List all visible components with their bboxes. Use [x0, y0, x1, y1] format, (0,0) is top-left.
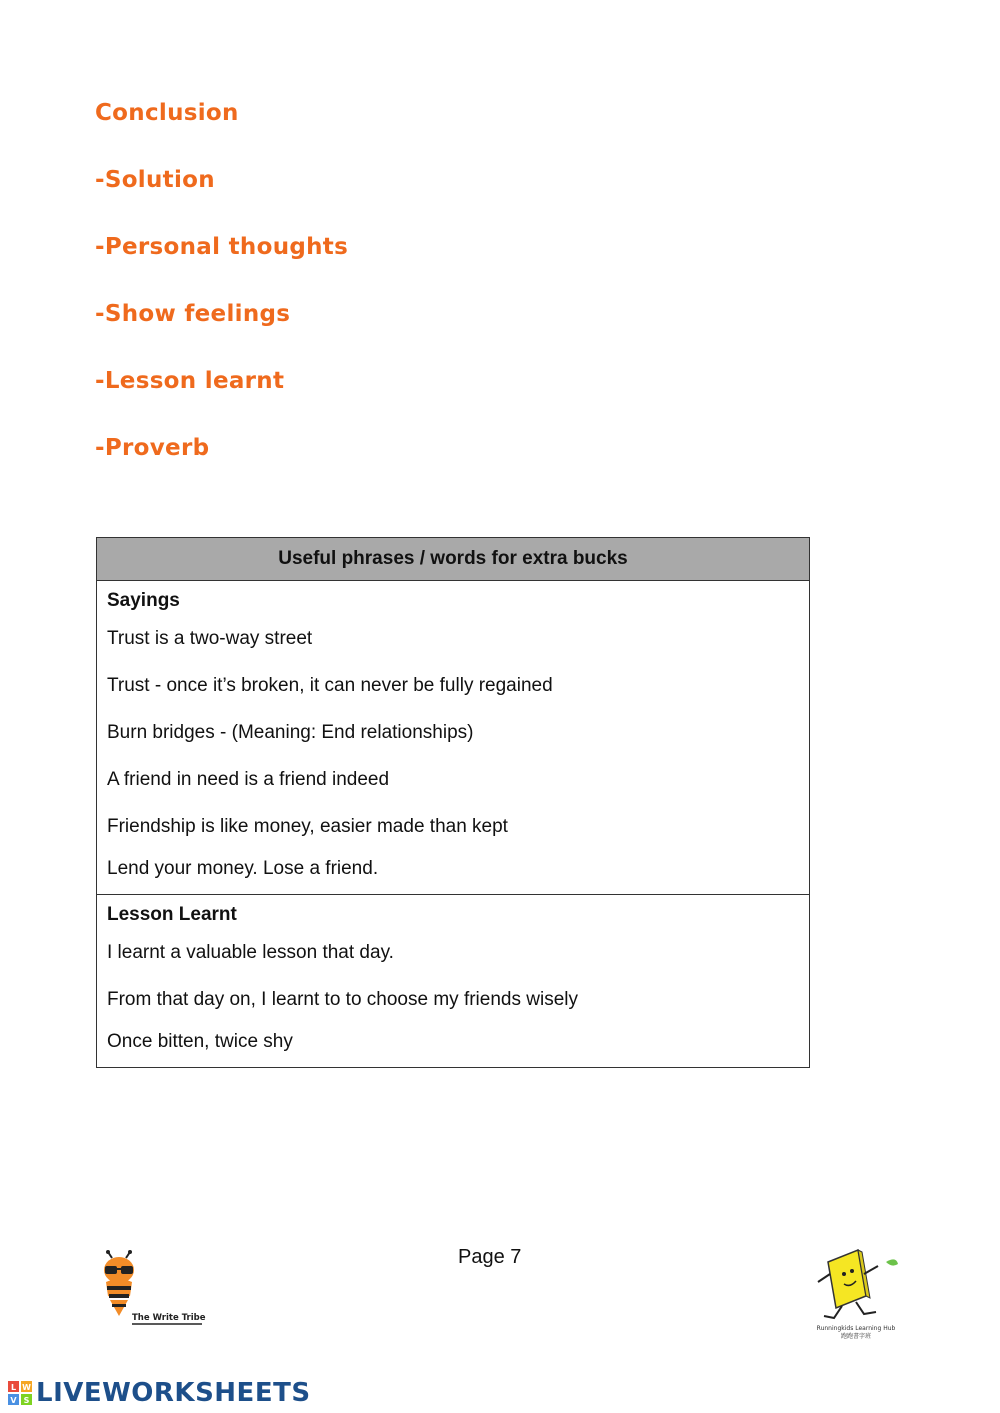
phrase-item: Friendship is like money, easier made than kept — [107, 816, 508, 837]
svg-text:L: L — [10, 1383, 17, 1392]
phrase-item: Burn bridges - (Meaning: End relationships) — [107, 722, 474, 743]
section-title-lesson-learnt: Lesson Learnt — [107, 904, 237, 925]
phrase-item: I learnt a valuable lesson that day. — [107, 942, 394, 963]
page-number: Page 7 — [458, 1246, 522, 1268]
section-title-sayings: Sayings — [107, 590, 180, 611]
liveworksheets-brand — [8, 1378, 311, 1408]
lesson-learnt-section — [97, 894, 809, 1067]
svg-text:V: V — [10, 1396, 17, 1405]
svg-text:S: S — [23, 1396, 30, 1405]
sayings-section — [97, 581, 809, 894]
conclusion-outline — [95, 95, 348, 497]
bee-icon — [104, 1250, 134, 1316]
outline-item-lesson-learnt: -Lesson learnt — [95, 368, 285, 394]
table-header: Useful phrases / words for extra bucks — [97, 538, 809, 581]
phrase-item: Trust is a two-way street — [107, 628, 313, 649]
write-tribe-label: The Write Tribe — [132, 1313, 206, 1323]
phrase-item: Once bitten, twice shy — [107, 1031, 293, 1052]
phrase-item: Trust - once it’s broken, it can never be fully regained — [107, 675, 553, 696]
runningkids-logo — [806, 1244, 906, 1344]
running-book-icon — [818, 1250, 898, 1318]
liveworksheets-wordmark[interactable]: LIVEWORKSHEETS — [36, 1378, 311, 1408]
outline-item-proverb: -Proverb — [95, 435, 210, 461]
outline-heading: Conclusion — [95, 100, 239, 126]
svg-text:W: W — [22, 1383, 31, 1392]
outline-item-solution: -Solution — [95, 167, 215, 193]
runningkids-sublabel: 跑跑書字班 — [840, 1333, 872, 1340]
outline-item-show-feelings: -Show feelings — [95, 301, 291, 327]
phrase-item: A friend in need is a friend indeed — [107, 769, 390, 790]
phrase-item: Lend your money. Lose a friend. — [107, 858, 379, 879]
phrase-item: From that day on, I learnt to to choose my friends wisely — [107, 989, 578, 1010]
liveworksheets-logo-icon — [8, 1381, 32, 1405]
outline-item-personal-thoughts: -Personal thoughts — [95, 234, 349, 260]
runningkids-label: Runningkids Learning Hub — [816, 1325, 896, 1332]
write-tribe-logo — [98, 1250, 208, 1330]
useful-phrases-table — [96, 537, 810, 1068]
